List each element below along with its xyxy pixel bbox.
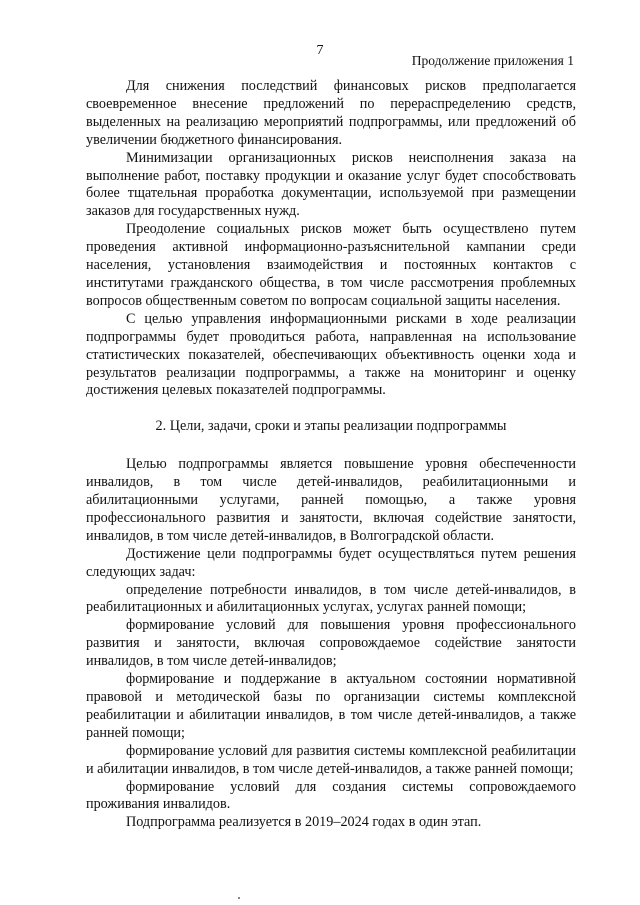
document-body [86, 78, 576, 832]
list-item-task-4: формирование условий для развития системы комплексной реабилитации и абилитации инвалидов, в том числе детей-инвалидов, а также ранней помощи; [86, 742, 576, 777]
list-item-task-3: формирование и поддержание в актуальном состоянии нормативной правовой и методической базы по организации системы комплексной реабилитации и абилитации инвалидов, в том числе детей-инвалидов, а также ранней помощи; [86, 671, 576, 741]
paragraph-financial-risks: Для снижения последствий финансовых рисков предполагается своевременное внесение предложений по перераспределению средств, выделенных на реализацию мероприятий подпрограммы, или предложений об увеличении бюджетного финансирования. [86, 78, 576, 148]
list-item-task-5: формирование условий для создания системы сопровождаемого проживания инвалидов. [86, 778, 576, 813]
paragraph-tasks-intro: Достижение цели подпрограммы будет осуществляться путем решения следующих задач: [86, 545, 576, 580]
page-number: 7 [316, 43, 324, 58]
paragraph-organizational-risks: Минимизации организационных рисков неисполнения заказа на выполнение работ, поставку продукции и оказание услуг будет способствовать более тщательная проработка документации, используемой при размещении заказов для государственных нужд. [86, 149, 576, 220]
appendix-continuation-note: Продолжение приложения 1 [411, 53, 574, 68]
list-item-task-1: определение потребности инвалидов, в том числе детей-инвалидов, в реабилитационных и абилитационных услугах, услугах ранней помощи; [86, 581, 576, 616]
scan-dot [238, 897, 240, 899]
paragraph-social-risks: Преодоление социальных рисков может быть осуществлено путем проведения активной информационно-разъяснительной кампании среди населения, установления взаимодействия и постоянных контактов с институтами гражданского общества, в том числе рассмотрения проблемных вопросов общественным советом по вопросам социальной защиты населения. [86, 221, 576, 309]
paragraph-information-risks: С целью управления информационными рисками в ходе реализации подпрограммы будет проводиться работа, направленная на использование статистических показателей, обеспечивающих объективность оценки хода и результатов реализации подпрограммы, а также на мониторинг и оценку достижения целевых показателей подпрограммы. [86, 310, 576, 399]
paragraph-implementation-period: Подпрограмма реализуется в 2019–2024 годах в один этап. [126, 814, 482, 831]
paragraph-goal: Целью подпрограммы является повышение уровня обеспеченности инвалидов, в том числе детей-инвалидов, реабилитационными и абилитационными услугами, ранней помощью, а также уровня профессионального развития и занятости, включая содействие занятости, инвалидов, в том числе детей-инвалидов, в Волгоградской области. [86, 456, 576, 544]
section-heading: 2. Цели, задачи, сроки и этапы реализации подпрограммы [155, 418, 507, 435]
list-item-task-2: формирование условий для повышения уровня профессионального развития и занятости, включая сопровождаемое содействие занятости инвалидов, в том числе детей-инвалидов; [86, 617, 576, 670]
